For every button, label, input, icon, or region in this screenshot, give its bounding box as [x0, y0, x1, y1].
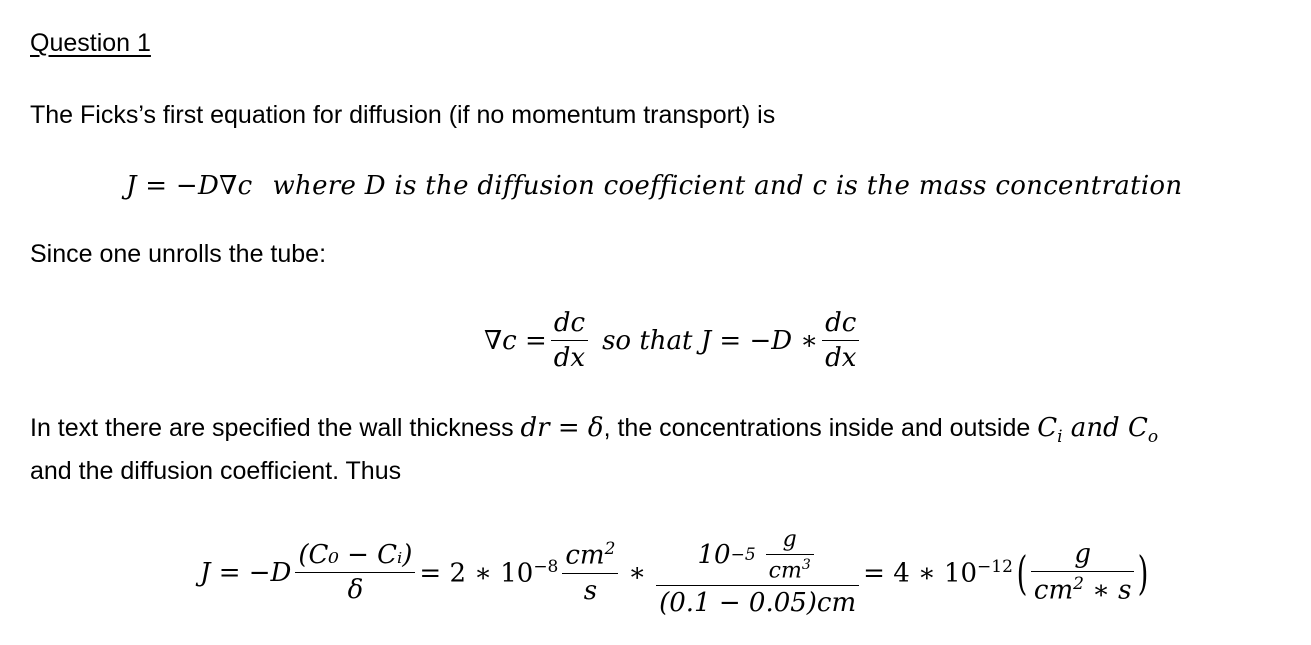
specified-paragraph — [30, 413, 1158, 447]
gradient-equation — [484, 308, 863, 373]
fraction-denominator: s — [583, 575, 598, 606]
fraction-numerator: dc — [825, 308, 857, 338]
fraction-numerator: dc — [553, 308, 586, 338]
dc-dx-fraction-2 — [822, 308, 859, 373]
specified-text-a: In text there are specified the wall thickness — [30, 414, 521, 442]
j-lhs: J = −D — [200, 557, 292, 588]
fick-lhs: J = −D∇c — [126, 171, 253, 201]
fraction-numerator: $cm^2$ — [565, 539, 616, 571]
so-that-text: so that J = −D ∗ — [602, 325, 819, 356]
dr-delta: dr = δ — [520, 413, 604, 443]
specified-paragraph-line2: and the diffusion coefficient. Thus — [30, 457, 402, 485]
question-heading: Question 1 — [30, 29, 151, 57]
fick-equation — [126, 170, 1182, 201]
fraction-denominator: δ — [347, 575, 364, 606]
fick-description: where D is the diffusion coefficient and c is the mass concentration — [272, 171, 1183, 201]
intro-paragraph: The Ficks’s first equation for diffusion (if no momentum transport) is — [30, 101, 776, 129]
fraction-numerator: 10 −5 $\frac{g}{cm^3}$ — [694, 527, 820, 585]
cm2-per-s-fraction — [562, 539, 618, 606]
fraction-denominator: (0.1 − 0.05)cm — [659, 588, 857, 619]
fraction-numerator: (C₀ − Cᵢ) — [298, 540, 413, 571]
right-paren: ) — [1138, 545, 1149, 600]
gradient-lhs: ∇c = — [484, 325, 547, 356]
dc-dx-fraction — [551, 308, 588, 373]
fraction-denominator: $cm^2$ ∗ s — [1033, 574, 1132, 606]
fraction-denominator: dx — [553, 343, 586, 373]
g-per-cm3-fraction: $\frac{g}{cm^3}$ — [766, 527, 814, 583]
left-paren: ( — [1016, 545, 1028, 600]
coefficient-value: = 2 ∗ $10^{-8}$ — [419, 556, 559, 589]
fraction-numerator: g — [1074, 539, 1092, 570]
result-unit-fraction — [1031, 539, 1135, 606]
concentration-fraction — [295, 540, 415, 605]
result-value: = 4 ∗ $10^{-12}$ — [863, 556, 1013, 589]
specified-text-b: , the concentrations inside and outside — [603, 414, 1038, 442]
ci-co-symbols: $C_i$ and $C_o$ — [1037, 413, 1159, 448]
concentration-over-thickness-fraction — [656, 527, 859, 618]
multiply-symbol: ∗ — [628, 557, 647, 588]
flux-calculation — [200, 527, 1152, 618]
unroll-paragraph: Since one unrolls the tube: — [30, 240, 327, 268]
fraction-denominator: dx — [825, 343, 857, 373]
